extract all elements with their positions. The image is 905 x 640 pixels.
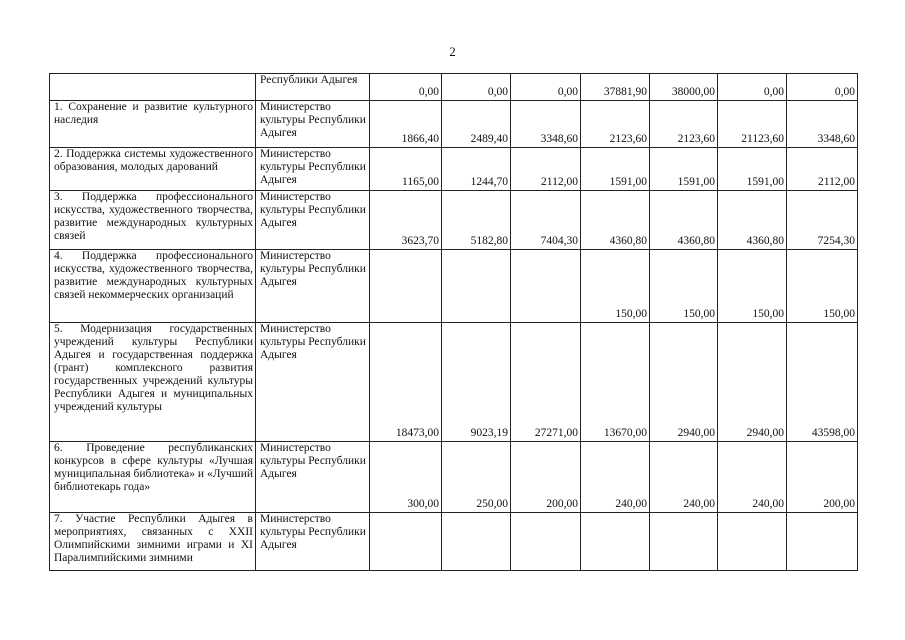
table-row [50, 250, 858, 323]
funding-value-cell: 2112,00 [787, 148, 858, 191]
funding-value-cell: 240,00 [718, 442, 787, 513]
funding-value-cell: 0,00 [787, 74, 858, 101]
table-row [50, 323, 858, 442]
funding-value-cell: 3348,60 [511, 101, 581, 148]
funding-value-cell: 5182,80 [442, 191, 511, 250]
funding-value-cell [787, 513, 858, 571]
funding-value-cell: 200,00 [511, 442, 581, 513]
funding-value-cell: 43598,00 [787, 323, 858, 442]
funding-value-cell [650, 513, 718, 571]
funding-value-cell [442, 513, 511, 571]
funding-value-cell: 27271,00 [511, 323, 581, 442]
executor-cell: Министерство культуры Республики Адыгея [256, 191, 370, 250]
table-row [50, 74, 858, 101]
funding-value-cell: 7404,30 [511, 191, 581, 250]
executor-cell: Республики Адыгея [256, 74, 370, 101]
funding-value-cell: 1591,00 [650, 148, 718, 191]
funding-value-cell: 2489,40 [442, 101, 511, 148]
funding-value-cell: 150,00 [787, 250, 858, 323]
funding-value-cell: 3623,70 [370, 191, 442, 250]
executor-cell: Министерство культуры Республики Адыгея [256, 148, 370, 191]
funding-value-cell: 2940,00 [718, 323, 787, 442]
table-row [50, 442, 858, 513]
funding-value-cell [511, 250, 581, 323]
table-row [50, 148, 858, 191]
table-row [50, 513, 858, 571]
funding-value-cell: 240,00 [581, 442, 650, 513]
executor-cell: Министерство культуры Республики Адыгея [256, 442, 370, 513]
page-number: 2 [449, 44, 456, 59]
funding-value-cell: 13670,00 [581, 323, 650, 442]
funding-value-cell: 18473,00 [370, 323, 442, 442]
funding-value-cell: 4360,80 [581, 191, 650, 250]
funding-value-cell: 3348,60 [787, 101, 858, 148]
funding-value-cell: 1244,70 [442, 148, 511, 191]
funding-value-cell: 150,00 [650, 250, 718, 323]
table-row [50, 191, 858, 250]
measure-name-cell: 4. Поддержка профессионального искусства, художественного творчества, развитие международных культурных связей некоммерческих организаций [50, 250, 256, 323]
funding-value-cell: 0,00 [442, 74, 511, 101]
table-row [50, 101, 858, 148]
funding-value-cell [511, 513, 581, 571]
measure-name-cell: 3. Поддержка профессионального искусства, художественного творчества, развитие международных культурных связей [50, 191, 256, 250]
measure-name-cell: 7. Участие Республики Адыгея в мероприятиях, связанных с XXII Олимпийскими зимними играми и XI Паралимпийскими зимними [50, 513, 256, 571]
funding-value-cell: 7254,30 [787, 191, 858, 250]
funding-value-cell: 21123,60 [718, 101, 787, 148]
funding-value-cell [442, 250, 511, 323]
funding-value-cell: 9023,19 [442, 323, 511, 442]
executor-cell: Министерство культуры Республики Адыгея [256, 513, 370, 571]
funding-value-cell: 1866,40 [370, 101, 442, 148]
funding-value-cell [718, 513, 787, 571]
funding-value-cell [370, 513, 442, 571]
funding-value-cell: 1591,00 [718, 148, 787, 191]
funding-value-cell: 150,00 [718, 250, 787, 323]
funding-value-cell: 0,00 [511, 74, 581, 101]
funding-value-cell: 2940,00 [650, 323, 718, 442]
funding-value-cell: 200,00 [787, 442, 858, 513]
funding-value-cell: 1165,00 [370, 148, 442, 191]
executor-cell: Министерство культуры Республики Адыгея [256, 101, 370, 148]
funding-value-cell: 150,00 [581, 250, 650, 323]
funding-value-cell: 0,00 [718, 74, 787, 101]
funding-value-cell: 37881,90 [581, 74, 650, 101]
measure-name-cell: 5. Модернизация государственных учреждений культуры Республики Адыгея и государственная поддержка (грант) комплексного развития государственных учреждений культуры Республики Адыгея и муниципальных учреждений культуры [50, 323, 256, 442]
measure-name-cell: 6. Проведение республиканских конкурсов в сфере культуры «Лучшая муниципальная библиотека» и «Лучший библиотекарь года» [50, 442, 256, 513]
measure-name-cell [50, 74, 256, 101]
budget-table [49, 73, 858, 571]
funding-value-cell: 2112,00 [511, 148, 581, 191]
funding-value-cell [370, 250, 442, 323]
executor-cell: Министерство культуры Республики Адыгея [256, 250, 370, 323]
measure-name-cell: 2. Поддержка системы художественного образования, молодых дарований [50, 148, 256, 191]
funding-value-cell: 2123,60 [581, 101, 650, 148]
measure-name-cell: 1. Сохранение и развитие культурного наследия [50, 101, 256, 148]
funding-value-cell: 240,00 [650, 442, 718, 513]
funding-value-cell [581, 513, 650, 571]
funding-value-cell: 4360,80 [718, 191, 787, 250]
executor-cell: Министерство культуры Республики Адыгея [256, 323, 370, 442]
funding-value-cell: 1591,00 [581, 148, 650, 191]
funding-value-cell: 300,00 [370, 442, 442, 513]
funding-value-cell: 38000,00 [650, 74, 718, 101]
funding-value-cell: 0,00 [370, 74, 442, 101]
funding-value-cell: 4360,80 [650, 191, 718, 250]
funding-value-cell: 250,00 [442, 442, 511, 513]
funding-value-cell: 2123,60 [650, 101, 718, 148]
